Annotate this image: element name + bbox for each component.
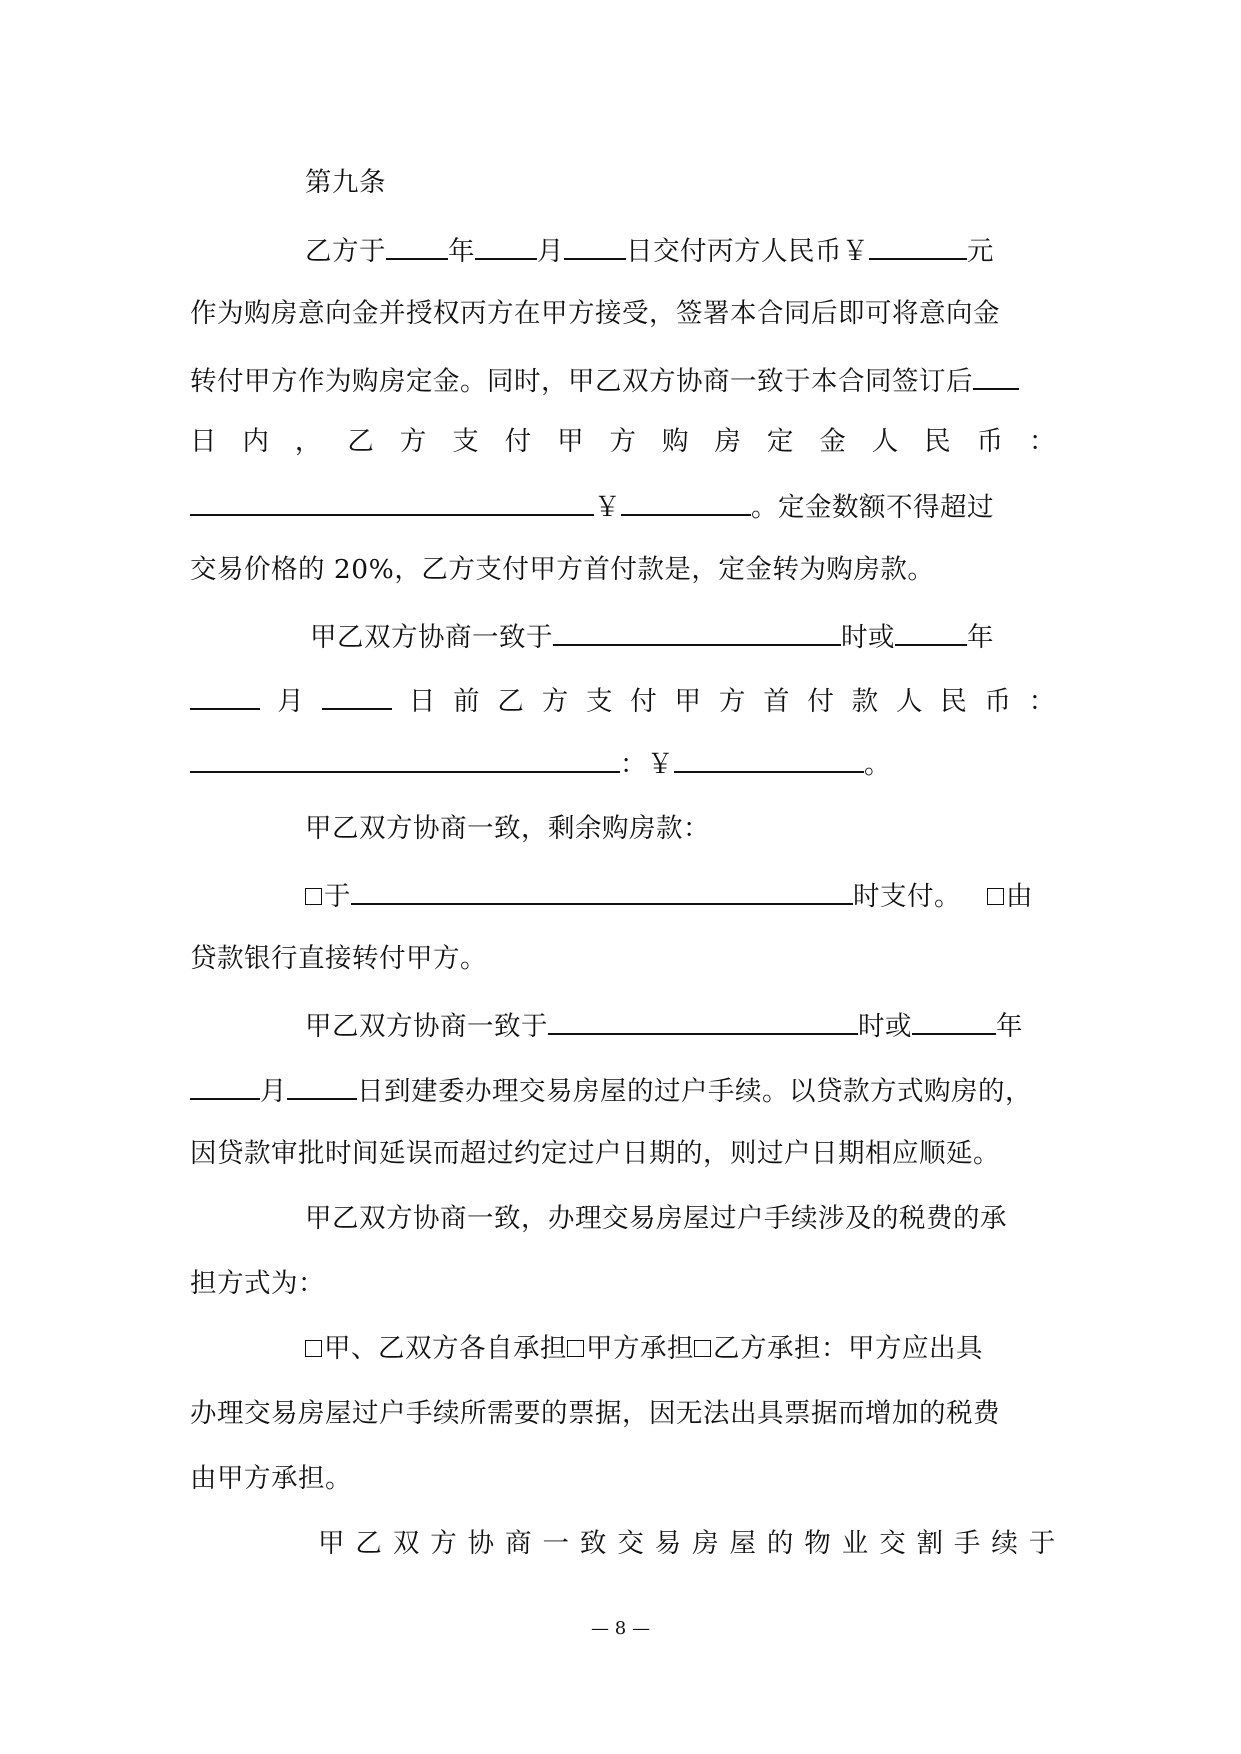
blank-day[interactable] <box>564 232 626 260</box>
blank-year[interactable] <box>895 618 967 646</box>
paragraph-1-line-6: 交易价格的 20%，乙方支付甲方首付款是，定金转为购房款。 <box>190 554 935 585</box>
paragraph-5-line-2: 月 日到建委办理交易房屋的过户手续。以贷款方式购房的， <box>190 1072 1056 1106</box>
blank-year[interactable] <box>386 232 448 260</box>
paragraph-5-line-1: 甲乙双方协商一致于 时或 年 <box>305 1007 1056 1041</box>
page-number: — 8 — <box>591 1618 650 1639</box>
blank-downpayment-words[interactable] <box>190 745 620 773</box>
blank-day[interactable] <box>287 1072 357 1100</box>
blank-balance-time[interactable] <box>351 877 853 905</box>
paragraph-1-line-3: 转付甲方作为购房定金。同时，甲乙双方协商一致于本合同签订后 <box>190 362 1056 396</box>
blank-deposit-amount[interactable] <box>621 488 751 516</box>
paragraph-7-line-2: 办理交易房屋过户手续所需要的票据，因无法出具票据而增加的税费 <box>190 1398 1000 1429</box>
paragraph-4-line-1: 于 时支付。 由 <box>305 877 1056 911</box>
paragraph-7-line-1: 甲、乙双方各自承担 甲方承担 乙方承担：甲方应出具 <box>305 1332 1056 1366</box>
paragraph-2-line-1: 甲乙双方协商一致于 时或 年 <box>310 618 1061 652</box>
checkbox-each-party[interactable] <box>305 1340 322 1357</box>
checkbox-party-b[interactable] <box>694 1340 711 1357</box>
paragraph-4-line-2: 贷款银行直接转付甲方。 <box>190 943 487 974</box>
paragraph-1-line-5: ￥ 。定金数额不得超过 <box>190 488 1056 522</box>
paragraph-2-line-3: ：￥ 。 <box>190 745 1056 779</box>
blank-year[interactable] <box>912 1007 996 1035</box>
blank-transfer-time[interactable] <box>548 1007 858 1035</box>
blank-payment-time[interactable] <box>553 618 841 646</box>
paragraph-7-line-3: 由甲方承担。 <box>190 1463 352 1494</box>
paragraph-3: 甲乙双方协商一致，剩余购房款： <box>305 813 710 844</box>
paragraph-6-line-2: 担方式为： <box>190 1268 325 1299</box>
blank-month[interactable] <box>475 232 537 260</box>
paragraph-1-line-4: 日 内 ， 乙 方 支 付 甲 方 购 房 定 金 人 民 币 ： <box>190 426 1056 457</box>
paragraph-1-line-1: 乙方于 年 月 日交付丙方人民币￥ 元 <box>305 232 1056 266</box>
blank-amount[interactable] <box>869 232 967 260</box>
paragraph-6-line-1: 甲乙双方协商一致，办理交易房屋过户手续涉及的税费的承 <box>305 1203 1007 1234</box>
blank-deposit-words[interactable] <box>190 488 594 516</box>
paragraph-2-line-2: 月 日 前 乙 方 支 付 甲 方 首 付 款 人 民 币 ： <box>190 682 1056 716</box>
blank-days[interactable] <box>973 362 1019 390</box>
paragraph-5-line-3: 因贷款审批时间延误而超过约定过户日期的，则过户日期相应顺延。 <box>190 1138 1000 1169</box>
checkbox-bank-transfer[interactable] <box>987 888 1004 905</box>
paragraph-1-line-2: 作为购房意向金并授权丙方在甲方接受，签署本合同后即可将意向金 <box>190 298 1000 329</box>
blank-downpayment-amount[interactable] <box>674 745 864 773</box>
checkbox-pay-on-time[interactable] <box>305 888 322 905</box>
blank-month[interactable] <box>190 1072 260 1100</box>
blank-month[interactable] <box>190 682 260 710</box>
paragraph-8-line-1: 甲 乙 双 方 协 商 一 致 交 易 房 屋 的 物 业 交 割 手 续 于 <box>318 1528 1056 1559</box>
article-title: 第九条 <box>305 167 386 198</box>
checkbox-party-a[interactable] <box>567 1340 584 1357</box>
blank-day[interactable] <box>322 682 392 710</box>
